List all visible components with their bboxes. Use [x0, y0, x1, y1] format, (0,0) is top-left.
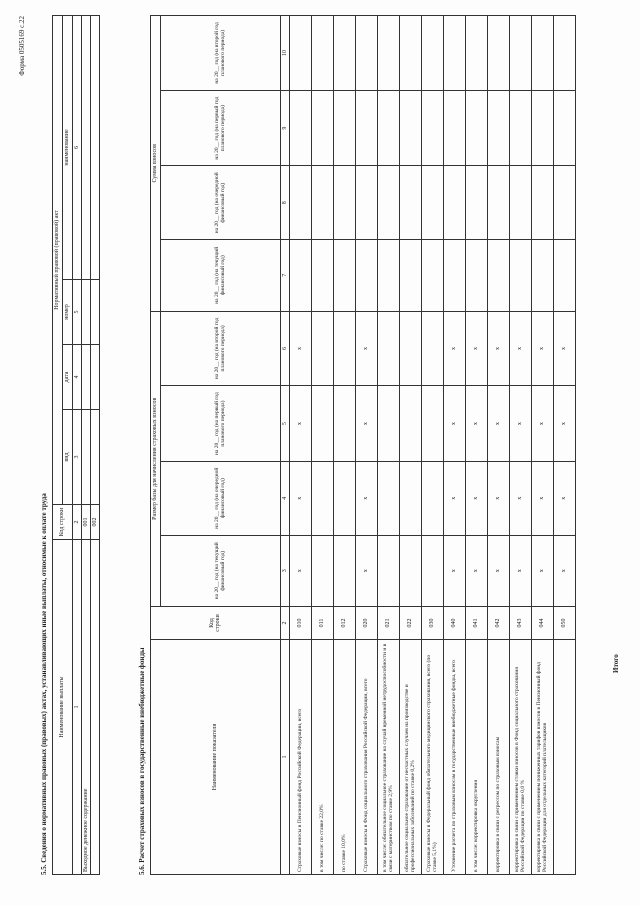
section-55-table [52, 15, 100, 875]
base-cell: x [443, 535, 465, 606]
table-row [399, 16, 421, 875]
row-name: корректировка в связи с применением пониженных тарифов взносов в Пенсионный фонд Российской Федерации для отдельных категорий плательщиков [531, 640, 553, 875]
sum-cell [421, 90, 443, 166]
total-label: Итого [612, 654, 620, 673]
col-name-header: Наименование выплаты [53, 540, 73, 875]
base-cell: x [465, 535, 487, 606]
num-cell: 6 [72, 16, 81, 280]
base-cell: x [355, 535, 377, 606]
sum-cell [311, 16, 333, 91]
base-cell [399, 535, 421, 606]
base-cell: x [531, 311, 553, 386]
num-cell: 10 [280, 16, 289, 91]
base-cell: x [465, 461, 487, 535]
sum-cell [355, 90, 377, 166]
sum-cell [531, 166, 553, 240]
row-code: 042 [487, 607, 509, 640]
base-cell: x [465, 386, 487, 462]
num-cell: 6 [280, 311, 289, 386]
table-row [487, 16, 509, 875]
row-name: Страховые взносы в Федеральный фонд обязательного медицинского страхования, всего (по ставке 5,1%) [421, 640, 443, 875]
sum-cell [399, 166, 421, 240]
sum-cell [443, 166, 465, 240]
base-cell: x [509, 461, 531, 535]
row-code: 030 [421, 607, 443, 640]
base-cell: x [289, 461, 311, 535]
sum-cell [465, 90, 487, 166]
sum-cell [289, 90, 311, 166]
sum-cell [487, 90, 509, 166]
sum-cell [333, 166, 355, 240]
base-cell: x [509, 311, 531, 386]
sum-cell [333, 16, 355, 91]
cell [90, 410, 99, 505]
row-name [553, 640, 575, 875]
sum-cell [311, 240, 333, 311]
base-cell [311, 311, 333, 386]
row-code: 021 [377, 607, 399, 640]
sum-cell [377, 240, 399, 311]
cell [90, 345, 99, 410]
sum-cell [333, 90, 355, 166]
cell [81, 280, 90, 345]
cell [81, 410, 90, 505]
row-code: 001 [81, 505, 90, 540]
sum-cell [377, 166, 399, 240]
base-cell: x [289, 535, 311, 606]
sum-cell [509, 16, 531, 91]
num-cell: 2 [72, 505, 81, 540]
num-cell: 7 [280, 240, 289, 311]
base-cell: x [509, 386, 531, 462]
base-cell: x [487, 386, 509, 462]
table-row [377, 16, 399, 875]
col-date-header: дата [62, 345, 72, 410]
cell [90, 280, 99, 345]
sum-cell [333, 240, 355, 311]
col-code-header: Код строки [53, 505, 73, 540]
period-header: на 20__ год (на текущий финансовый год) [160, 240, 280, 311]
group-sum-header: Сумма взносов [151, 16, 161, 312]
sum-cell [443, 90, 465, 166]
base-cell [377, 311, 399, 386]
row-code: 043 [509, 607, 531, 640]
period-header: на 20__ год (на очередной финансовый год) [160, 461, 280, 535]
table-row [289, 16, 311, 875]
num-cell: 2 [280, 607, 289, 640]
sum-cell [531, 16, 553, 91]
sum-cell [289, 166, 311, 240]
sum-cell [509, 240, 531, 311]
base-cell: x [553, 311, 575, 386]
sum-cell [487, 166, 509, 240]
base-cell: x [289, 386, 311, 462]
base-cell: x [487, 461, 509, 535]
base-cell: x [355, 311, 377, 386]
sum-cell [311, 90, 333, 166]
base-cell [333, 535, 355, 606]
period-header: на 20__ год (на первый год планового периода) [160, 90, 280, 166]
sum-cell [443, 240, 465, 311]
num-cell: 1 [280, 640, 289, 875]
base-cell [399, 461, 421, 535]
sum-cell [553, 166, 575, 240]
num-cell: 4 [72, 345, 81, 410]
base-cell: x [443, 386, 465, 462]
sum-cell [355, 16, 377, 91]
num-cell: 4 [280, 461, 289, 535]
row-name: обязательное социальное страхование от несчастных случаев на производстве и профессиональных заболеваний по ставке 0,2% [399, 640, 421, 875]
base-cell [333, 311, 355, 386]
row-code: 020 [355, 607, 377, 640]
base-cell: x [443, 461, 465, 535]
base-cell [399, 386, 421, 462]
sum-cell [465, 166, 487, 240]
sum-cell [487, 16, 509, 91]
table-row [333, 16, 355, 875]
table-row [81, 16, 90, 875]
table-row [465, 16, 487, 875]
row-name: в том числе: по ставке 22,0% [311, 640, 333, 875]
sum-cell [553, 16, 575, 91]
sum-cell [531, 240, 553, 311]
sum-cell [553, 90, 575, 166]
num-cell: 9 [280, 90, 289, 166]
num-cell: 1 [72, 540, 81, 875]
sum-cell [421, 166, 443, 240]
base-cell [311, 386, 333, 462]
sum-cell [553, 240, 575, 311]
row-name: в том числе: обязательное социальное страхование на случай временной нетрудоспособности и в связи с материнством по ставке 2,9% [377, 640, 399, 875]
row-code: 040 [443, 607, 465, 640]
form-number: Форма 0505169 с.22 [18, 16, 26, 76]
sum-cell [465, 16, 487, 91]
row-name: в том числе: корректировка округления [465, 640, 487, 875]
section-56-rows [289, 16, 575, 875]
base-cell: x [531, 461, 553, 535]
row-name: Страховые взносы в Пенсионный фонд Российской Федерации, всего [289, 640, 311, 875]
sum-cell [509, 90, 531, 166]
row-name: корректировка в связи с применением ставки взносов в Фонд социального страхования Российской Федерации по ставке 0,0 % [509, 640, 531, 875]
base-cell: x [355, 386, 377, 462]
row-code: 044 [531, 607, 553, 640]
section-56-table [150, 15, 576, 875]
num-cell: 5 [280, 386, 289, 462]
base-cell [421, 311, 443, 386]
sum-cell [421, 240, 443, 311]
row-name: по ставке 10,0% [333, 640, 355, 875]
base-cell: x [487, 311, 509, 386]
base-cell [377, 535, 399, 606]
base-cell: x [443, 311, 465, 386]
sum-cell [465, 240, 487, 311]
row-code: 041 [465, 607, 487, 640]
col-indicator-header: Наименование показателя [151, 640, 281, 875]
col-code-header: Код строки [151, 607, 281, 640]
table-row [509, 16, 531, 875]
period-header: на 20__ год (на текущий финансовый год) [160, 535, 280, 606]
sum-cell [311, 166, 333, 240]
base-cell [311, 535, 333, 606]
base-cell [399, 311, 421, 386]
base-cell [421, 535, 443, 606]
period-header: на 20__ год (на первый год планового периода) [160, 386, 280, 462]
num-cell: 5 [72, 280, 81, 345]
table-row [311, 16, 333, 875]
base-cell [421, 461, 443, 535]
base-cell: x [289, 311, 311, 386]
sum-cell [377, 90, 399, 166]
row-name: корректировка в связи с регрессом по страховым взносам [487, 640, 509, 875]
period-header: на 20__ год (на второй год планового периода) [160, 16, 280, 91]
base-cell: x [509, 535, 531, 606]
base-cell [333, 386, 355, 462]
section-55-title: 5.5. Сведения о нормативных правовых (правовых) актах, устанавливающих иные выплаты, относимые к оплате труда [40, 493, 48, 875]
col-type-header: вид [62, 410, 72, 505]
row-name: Уточнение расчета по страховым взносам в государственные внебюджетные фонды, всего [443, 640, 465, 875]
base-cell: x [553, 535, 575, 606]
col-act-header: Нормативный правовой (правовой) акт [53, 16, 63, 505]
base-cell [311, 461, 333, 535]
num-cell: 3 [280, 535, 289, 606]
sum-cell [509, 166, 531, 240]
row-name: Выходное денежное содержание [81, 540, 90, 875]
base-cell: x [487, 535, 509, 606]
sum-cell [399, 90, 421, 166]
table-row [443, 16, 465, 875]
sum-cell [377, 16, 399, 91]
cell [90, 16, 99, 280]
row-code: 011 [311, 607, 333, 640]
row-code: 010 [289, 607, 311, 640]
row-name [90, 540, 99, 875]
sum-cell [289, 16, 311, 91]
base-cell [421, 386, 443, 462]
num-cell: 8 [280, 166, 289, 240]
table-row [355, 16, 377, 875]
sum-cell [355, 166, 377, 240]
period-header: на 20__ год (на очередной финансовый год) [160, 166, 280, 240]
sum-cell [399, 240, 421, 311]
base-cell [377, 461, 399, 535]
base-cell [333, 461, 355, 535]
sum-cell [531, 90, 553, 166]
num-cell: 3 [72, 410, 81, 505]
base-cell: x [553, 461, 575, 535]
cell [81, 345, 90, 410]
base-cell: x [553, 386, 575, 462]
sum-cell [355, 240, 377, 311]
base-cell: x [465, 311, 487, 386]
row-name: Страховые взносы в Фонд социального страхования Российской Федерации, всего [355, 640, 377, 875]
base-cell [377, 386, 399, 462]
section-56-title: 5.6. Расчет страховых взносов в государственные внебюджетные фонды [138, 647, 146, 875]
table-row [90, 16, 99, 875]
sum-cell [399, 16, 421, 91]
sum-cell [443, 16, 465, 91]
group-base-header: Размер базы для начисления страховых взносов [151, 311, 161, 606]
table-row [531, 16, 553, 875]
row-code: 050 [553, 607, 575, 640]
period-header: на 20__ год (на второй год планового периода) [160, 311, 280, 386]
base-cell: x [355, 461, 377, 535]
base-cell: x [531, 535, 553, 606]
row-code: 022 [399, 607, 421, 640]
row-code: 012 [333, 607, 355, 640]
cell [81, 16, 90, 280]
sum-cell [421, 16, 443, 91]
table-row [421, 16, 443, 875]
table-row [553, 16, 575, 875]
col-title-header: наименование [62, 16, 72, 280]
base-cell: x [531, 386, 553, 462]
sum-cell [487, 240, 509, 311]
row-code: 002 [90, 505, 99, 540]
sum-cell [289, 240, 311, 311]
col-number-header: номер [62, 280, 72, 345]
